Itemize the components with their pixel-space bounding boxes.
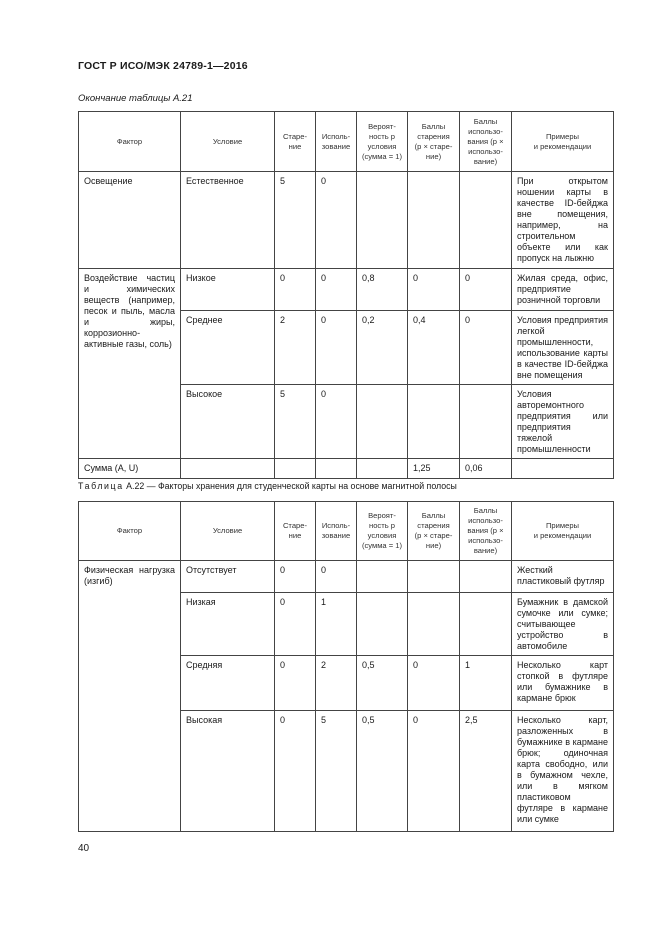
header-probability: Вероят- ность p условия (сумма = 1) — [357, 502, 408, 561]
cell-aging-score: 0 — [408, 711, 460, 832]
cell-condition: Высокая — [181, 711, 275, 832]
header-usage-score: Баллы использо- вания (p × использо- вание) — [460, 502, 512, 561]
cell-probability: 0,8 — [357, 269, 408, 311]
header-usage-score: Баллы использо- вания (p × использо- вание) — [460, 112, 512, 172]
cell-condition: Низкое — [181, 269, 275, 311]
header-usage: Исполь- зование — [316, 112, 357, 172]
header-condition: Условие — [181, 502, 275, 561]
cell-empty — [316, 459, 357, 479]
header-aging-score: Баллы старения (p × старе- ние) — [408, 112, 460, 172]
table-continuation-label: Окончание таблицы А.21 — [78, 93, 193, 104]
cell-empty — [181, 459, 275, 479]
cell-sum-label: Сумма (A, U) — [79, 459, 181, 479]
cell-empty — [512, 459, 614, 479]
header-usage: Исполь- зование — [316, 502, 357, 561]
cell-condition: Естественное — [181, 172, 275, 269]
cell-usage-score: 2,5 — [460, 711, 512, 832]
cell-examples: Условия авторемонтного предприятия или предприятия тяжелой промышленности — [512, 385, 614, 459]
cell-factor: Воздействие частиц и химических веществ (например, песок и пыль, масла и жиры, коррозионно-активные газы, соль) — [79, 269, 181, 459]
page-number: 40 — [78, 843, 90, 854]
cell-sum-usage-score: 0,06 — [460, 459, 512, 479]
cell-examples: Жилая среда, офис, предприятие розничной торговли — [512, 269, 614, 311]
table-sum-row — [79, 459, 614, 479]
cell-probability — [357, 561, 408, 593]
cell-factor: Физическая нагрузка (изгиб) — [79, 561, 181, 832]
cell-probability: 0,5 — [357, 711, 408, 832]
cell-aging-score — [408, 385, 460, 459]
header-aging-score: Баллы старения (p × старе- ние) — [408, 502, 460, 561]
cell-usage: 0 — [316, 172, 357, 269]
cell-aging: 5 — [275, 385, 316, 459]
cell-aging-score — [408, 172, 460, 269]
cell-aging-score: 0 — [408, 269, 460, 311]
cell-sum-aging-score: 1,25 — [408, 459, 460, 479]
header-condition: Условие — [181, 112, 275, 172]
table-row — [79, 561, 614, 593]
cell-probability: 0,2 — [357, 311, 408, 385]
cell-probability: 0,5 — [357, 656, 408, 711]
cell-examples: При открытом ношении карты в качестве ID-бейджа вне помещения, например, на строительном объекте или как пропуск на лыжню — [512, 172, 614, 269]
cell-examples: Несколько карт, разложенных в бумажнике в кармане брюк; одиночная карта свободно, или в бумажном чехле, или в мягком пластиковом футляре в кармане или сумке — [512, 711, 614, 832]
cell-probability — [357, 172, 408, 269]
header-factor: Фактор — [79, 112, 181, 172]
cell-usage-score — [460, 172, 512, 269]
cell-examples: Бумажник в дамской сумочке или сумке; считывающее устройство в автомобиле — [512, 593, 614, 656]
cell-aging: 5 — [275, 172, 316, 269]
cell-aging-score — [408, 593, 460, 656]
cell-condition: Среднее — [181, 311, 275, 385]
cell-usage: 5 — [316, 711, 357, 832]
table-caption — [78, 481, 457, 491]
cell-examples: Жесткий пластиковый футляр — [512, 561, 614, 593]
cell-aging: 2 — [275, 311, 316, 385]
cell-empty — [275, 459, 316, 479]
cell-factor: Освещение — [79, 172, 181, 269]
cell-usage: 1 — [316, 593, 357, 656]
table-a22 — [78, 501, 614, 832]
cell-aging-score: 0 — [408, 656, 460, 711]
cell-usage-score — [460, 593, 512, 656]
header-aging: Старе- ние — [275, 112, 316, 172]
cell-condition: Низкая — [181, 593, 275, 656]
cell-usage-score — [460, 561, 512, 593]
header-probability: Вероят- ность p условия (сумма = 1) — [357, 112, 408, 172]
cell-condition: Средняя — [181, 656, 275, 711]
cell-aging-score: 0,4 — [408, 311, 460, 385]
caption-prefix: Таблица — [78, 481, 124, 491]
cell-usage-score: 0 — [460, 269, 512, 311]
cell-usage: 0 — [316, 561, 357, 593]
standard-title: ГОСТ Р ИСО/МЭК 24789-1—2016 — [78, 60, 248, 72]
cell-aging: 0 — [275, 593, 316, 656]
cell-empty — [357, 459, 408, 479]
cell-usage-score — [460, 385, 512, 459]
cell-examples: Условия предприятия легкой промышленности, использование карты в качестве ID-бейджа вне помещения — [512, 311, 614, 385]
cell-aging: 0 — [275, 656, 316, 711]
header-factor: Фактор — [79, 502, 181, 561]
cell-probability — [357, 593, 408, 656]
caption-text: А.22 — Факторы хранения для студенческой карты на основе магнитной полосы — [126, 481, 457, 491]
table-header-row — [79, 112, 614, 172]
cell-condition: Отсутствует — [181, 561, 275, 593]
cell-usage-score: 0 — [460, 311, 512, 385]
table-a21 — [78, 111, 614, 479]
cell-aging: 0 — [275, 711, 316, 832]
cell-usage: 2 — [316, 656, 357, 711]
cell-aging-score — [408, 561, 460, 593]
header-aging: Старе- ние — [275, 502, 316, 561]
cell-aging: 0 — [275, 269, 316, 311]
cell-usage: 0 — [316, 385, 357, 459]
header-examples: Примеры и рекомендации — [512, 112, 614, 172]
cell-usage-score: 1 — [460, 656, 512, 711]
cell-probability — [357, 385, 408, 459]
cell-condition: Высокое — [181, 385, 275, 459]
table-row — [79, 172, 614, 269]
header-examples: Примеры и рекомендации — [512, 502, 614, 561]
cell-usage: 0 — [316, 311, 357, 385]
cell-examples: Несколько карт стопкой в футляре или бумажнике в кармане брюк — [512, 656, 614, 711]
cell-aging: 0 — [275, 561, 316, 593]
cell-usage: 0 — [316, 269, 357, 311]
table-header-row — [79, 502, 614, 561]
table-row — [79, 269, 614, 311]
